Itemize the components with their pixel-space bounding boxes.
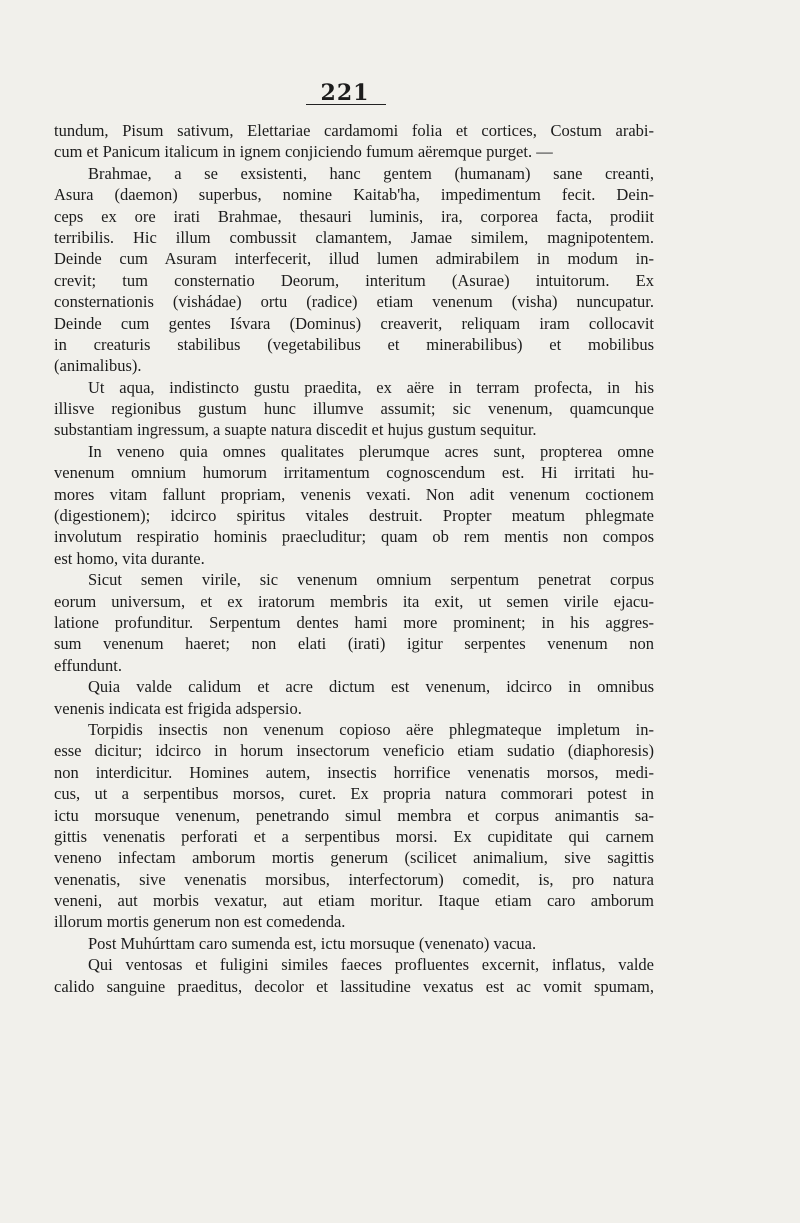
text-line: Sicut semen virile, sic venenum omnium serpentum penetrat corpus xyxy=(88,570,654,590)
page-number: 221 xyxy=(320,80,370,106)
text-line: Ut aqua, indistincto gustu praedita, ex aëre in terram profecta, in his xyxy=(88,377,654,397)
text-line: gittis venenatis perforati et a serpentibus morsi. Ex cupiditate qui carnem xyxy=(54,826,654,846)
text-line: ceps ex ore irati Brahmae, thesauri luminis, ira, corporea facta, prodiit xyxy=(54,206,654,226)
text-line: illorum mortis generum non est comedenda. xyxy=(54,912,346,932)
text-line: Post Muhúrttam caro sumenda est, ictu morsuque (venenato) vacua. xyxy=(88,933,537,953)
text-line: Quia valde calidum et acre dictum est venenum, idcirco in omnibus xyxy=(88,677,654,697)
text-line: cus, ut a serpentibus morsos, curet. Ex propria natura commorari potest in xyxy=(54,784,654,804)
text-line: crevit; tum consternatio Deorum, interitum (Asurae) intuitorum. Ex xyxy=(54,270,654,290)
text-line: consternationis (vishádae) ortu (radice) etiam venenum (visha) nuncupatur. xyxy=(54,292,654,312)
text-line: est homo, vita durante. xyxy=(54,548,205,568)
text-line: sum venenum haeret; non elati (irati) igitur serpentes venenum non xyxy=(54,634,654,654)
text-line: effundunt. xyxy=(54,655,122,675)
text-line: in creaturis stabilibus (vegetabilibus et minerabilibus) et mobilibus xyxy=(54,334,654,354)
text-line: Torpidis insectis non venenum copioso aëre phlegmateque impletum in- xyxy=(88,719,654,739)
text-line: Asura (daemon) superbus, nomine Kaitab'ha, impedimentum fecit. Dein- xyxy=(54,185,654,205)
text-line: Brahmae, a se exsistenti, hanc gentem (humanam) sane creanti, xyxy=(88,163,654,183)
text-line: terribilis. Hic illum combussit clamantem, Jamae similem, magnipotentem. xyxy=(54,227,654,247)
text-line: calido sanguine praeditus, decolor et lassitudine vexatus est ac vomit spumam, xyxy=(54,976,654,996)
body-text xyxy=(54,120,654,997)
text-line: Qui ventosas et fuligini similes faeces profluentes excernit, inflatus, valde xyxy=(88,955,654,975)
text-line: venenis indicata est frigida adspersio. xyxy=(54,698,302,718)
text-line: illisve regionibus gustum hunc illumve assumit; sic venenum, quamcunque xyxy=(54,399,654,419)
text-line: veneni, aut morbis vexatur, aut etiam moritur. Itaque etiam caro amborum xyxy=(54,891,654,911)
text-line: (digestionem); idcirco spiritus vitales destruit. Propter meatum phlegmate xyxy=(54,506,654,526)
text-line: substantiam ingressum, a suapte natura discedit et hujus gustum sequitur. xyxy=(54,420,537,440)
text-line: Deinde cum gentes Iśvara (Dominus) creaverit, reliquam iram collocavit xyxy=(54,313,654,333)
text-line: ictu morsuque venenum, penetrando simul membra et corpus animantis sa- xyxy=(54,805,654,825)
text-line: cum et Panicum italicum in ignem conjiciendo fumum aëremque purget. — xyxy=(54,142,553,162)
text-line: latione profunditur. Serpentum dentes hami more prominent; in his aggres- xyxy=(54,612,654,632)
text-line: esse dicitur; idcirco in horum insectorum veneficio etiam sudatio (diaphoresis) xyxy=(54,741,654,761)
text-line: venenum omnium humorum irritamentum cognoscendum est. Hi irritati hu- xyxy=(54,463,654,483)
header-rule xyxy=(306,104,386,105)
text-line: veneno infectam amborum mortis generum (scilicet animalium, sive sagittis xyxy=(54,848,654,868)
text-line: involutum respiratio hominis praecluditur; quam ob rem mentis non compos xyxy=(54,527,654,547)
text-line: venenatis, sive venenatis morsibus, interfectorum) comedit, is, pro natura xyxy=(54,869,654,889)
text-line: eorum universum, et ex iratorum membris ita exit, ut semen virile ejacu- xyxy=(54,591,654,611)
text-line: tundum, Pisum sativum, Elettariae cardamomi folia et cortices, Costum arabi- xyxy=(54,121,654,140)
text-line: mores vitam fallunt propriam, venenis vexati. Non adit venenum coctionem xyxy=(54,484,654,504)
text-line: In veneno quia omnes qualitates plerumque acres sunt, propterea omne xyxy=(88,441,654,461)
text-line: non interdicitur. Homines autem, insectis horrifice venenatis morsos, medi- xyxy=(54,762,654,782)
text-line: (animalibus). xyxy=(54,356,142,376)
text-line: Deinde cum Asuram interfecerit, illud lumen admirabilem in modum in- xyxy=(54,249,654,269)
